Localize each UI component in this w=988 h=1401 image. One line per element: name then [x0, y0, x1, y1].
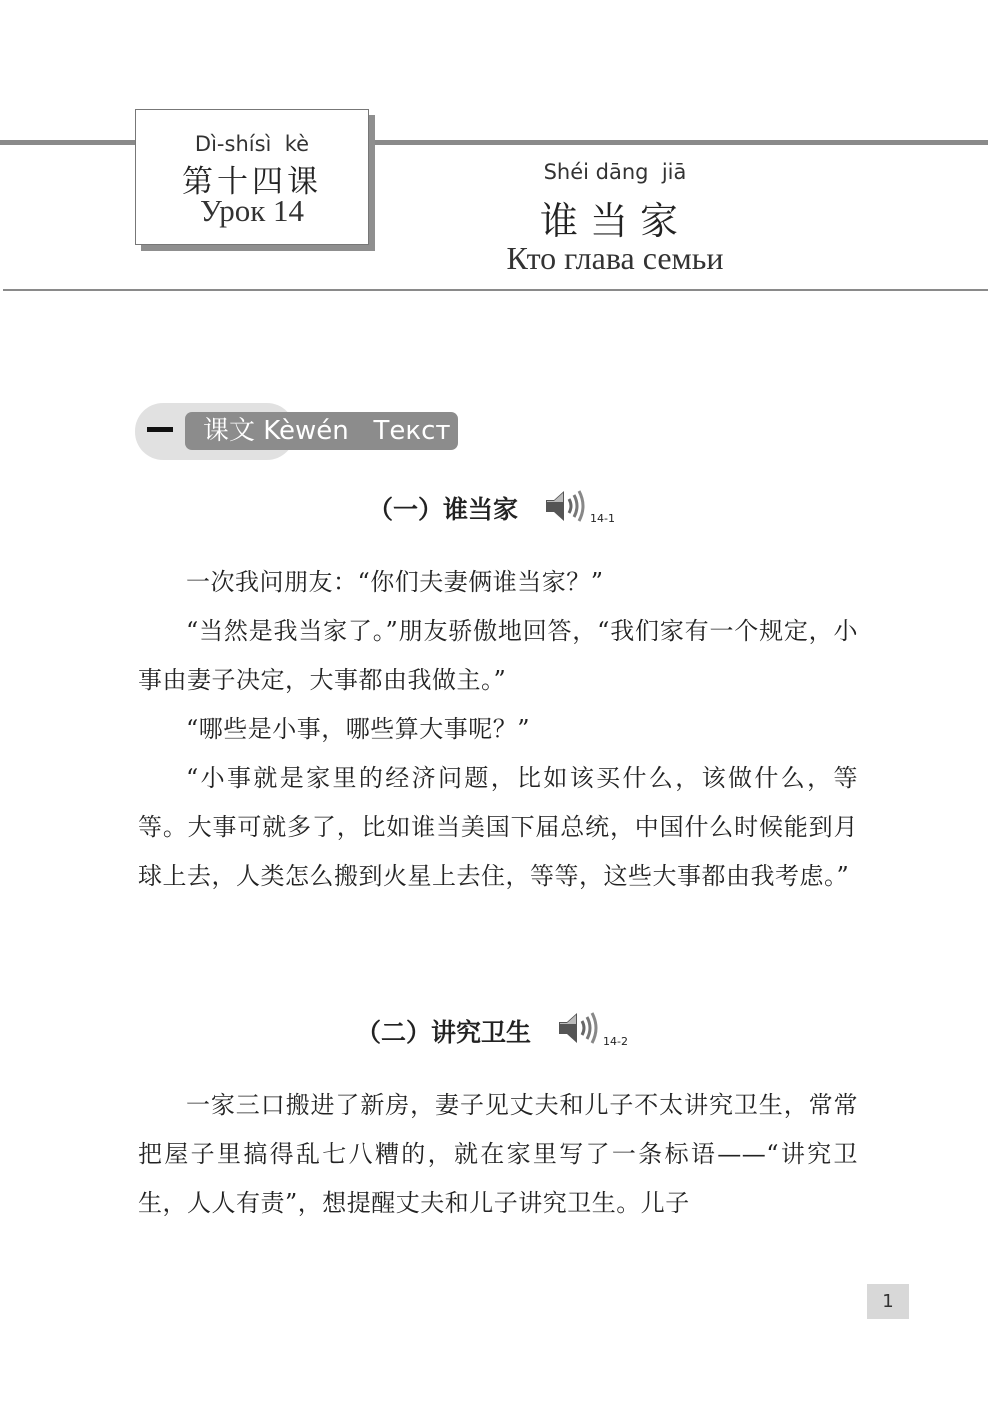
- part1-paragraph-1: 一次我问朋友：“你们夫妻俩谁当家？”: [186, 568, 604, 596]
- part2-track-number: 14-2: [603, 1035, 628, 1048]
- part1-track-number: 14-1: [590, 512, 615, 525]
- part2-heading: （二）讲究卫生: [356, 1018, 532, 1047]
- speaker-icon[interactable]: [557, 1010, 605, 1046]
- speaker-icon[interactable]: [544, 488, 592, 524]
- part1-heading: （一）谁当家: [368, 495, 519, 524]
- lesson-number-box: [135, 109, 369, 245]
- text-title-pinyin: Shéi dāng jiā: [543, 160, 687, 184]
- header-rule-bottom: [3, 289, 988, 291]
- part2-paragraph-1: 一家三口搬进了新房，妻子见丈夫和儿子不太讲究卫生，常常把屋子里搞得乱七八糟的，就在家里写了一条标语——“讲究卫生，人人有责”，想提醒丈夫和儿子讲究卫生。儿子: [138, 1091, 858, 1217]
- lesson-pinyin: Dì-shísì kè: [194, 132, 310, 156]
- lesson-title-russian: Урок 14: [199, 193, 305, 228]
- section-label: 课文 Kèwén Текст: [185, 412, 458, 450]
- text-title-chinese: 谁当家: [539, 199, 690, 243]
- page-number: 1: [867, 1284, 909, 1319]
- part1-paragraph-3: “哪些是小事，哪些算大事呢？”: [186, 715, 531, 743]
- part1-paragraph-4: “小事就是家里的经济问题，比如该买什么，该做什么，等等。大事可就多了，比如谁当美国下届总统，中国什么时候能到月球上去，人类怎么搬到火星上去住，等等，这些大事都由我考虑。”: [138, 764, 858, 890]
- lesson-title-chinese: 第十四课: [182, 164, 322, 200]
- section-marker-dash: [147, 427, 173, 432]
- part1-paragraph-2: “当然是我当家了。”朋友骄傲地回答，“我们家有一个规定，小事由妻子决定，大事都由我做主。”: [138, 617, 858, 694]
- text-title-russian: Кто глава семьи: [506, 240, 724, 276]
